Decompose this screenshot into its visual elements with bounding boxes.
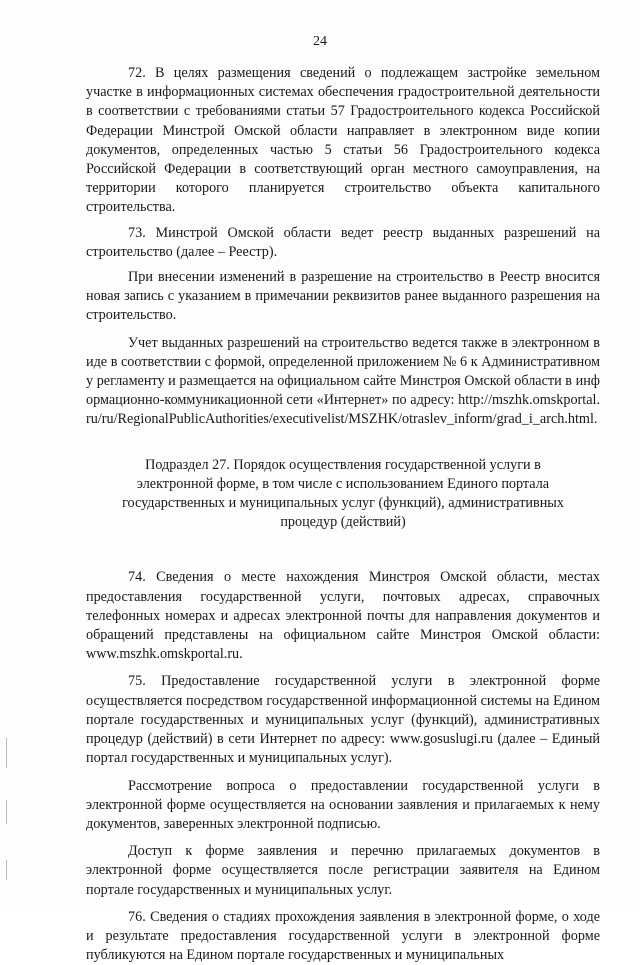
page-number: 24: [313, 34, 327, 49]
scan-edge-mark: [6, 738, 7, 768]
scan-edge-mark: [6, 800, 7, 824]
section-heading: Подраздел 27. Порядок осуществления государственной услуги в электронной форме, в том числе с использованием Единого портала государственных и муниципальных услуг (функций), административных процедур (действий): [122, 456, 564, 531]
paragraph-access: Доступ к форме заявления и перечню прилагаемых документов в электронной форме осуществляется после регистрации заявителя на Едином портале государственных и муниципальных услуг.: [86, 843, 600, 898]
paragraph-registry-changes: При внесении изменений в разрешение на строительство в Реестр вносится новая запись с указанием в примечании реквизитов ранее выданного разрешения на строительство.: [86, 269, 600, 324]
paragraph-registry-accounting: Учет выданных разрешений на строительство ведется также в электронном виде в соответствии с формой, определенной приложением № 6 к Административному регламенту и размещается на официальном сайте Минстроя Омской области в информационно-коммуникационной сети «Интернет» по адресу: http://mszhk.omskportal.ru/ru/RegionalPublicAuthorities/executivelist/MSZHK/otraslev_inform/grad_i_arch.html.: [86, 334, 600, 428]
paragraph-review: Рассмотрение вопроса о предоставлении государственной услуги в электронной форме осуществляется на основании заявления и прилагаемых к нему документов, заверенных электронной подписью.: [86, 777, 600, 832]
paragraph-76: 76. Сведения о стадиях прохождения заявления в электронной форме, о ходе и результате предоставления государственной услуги в электронной форме публикуются на Едином портале государственных и муниципальных: [86, 908, 600, 964]
scan-edge-mark: [6, 860, 7, 880]
document-body: [86, 64, 600, 965]
paragraph-74: 74. Сведения о месте нахождения Минстроя Омской области, местах предоставления государственной услуги, почтовых адресах, справочных телефонных номерах и адресах электронной почты для направления документов и обращений представлены на официальном сайте Минстроя Омской области: www.mszhk.omskportal.ru.: [86, 569, 600, 663]
paragraph-72: 72. В целях размещения сведений о подлежащем застройке земельном участке в информационных системах обеспечения градостроительной деятельности в соответствии с требованиями статьи 57 Градостроительного кодекса Российской Федерации Минстрой Омской области направляет в электронном виде копии документов, определенных частью 5 статьи 56 Градостроительного кодекса Российской Федерации в соответствующий орган местного самоуправления, на территории которого планируется строительство объекта капитального строительства.: [86, 65, 600, 216]
paragraph-73: 73. Минстрой Омской области ведет реестр выданных разрешений на строительство (далее – Реестр).: [86, 224, 600, 260]
paragraph-75: 75. Предоставление государственной услуги в электронной форме осуществляется посредством государственной информационной системы на Едином портале государственных и муниципальных услуг (функций), административных процедур (действий) в сети Интернет по адресу: www.gosuslugi.ru (далее – Единый портал государственных и муниципальных услуг).: [86, 673, 600, 767]
